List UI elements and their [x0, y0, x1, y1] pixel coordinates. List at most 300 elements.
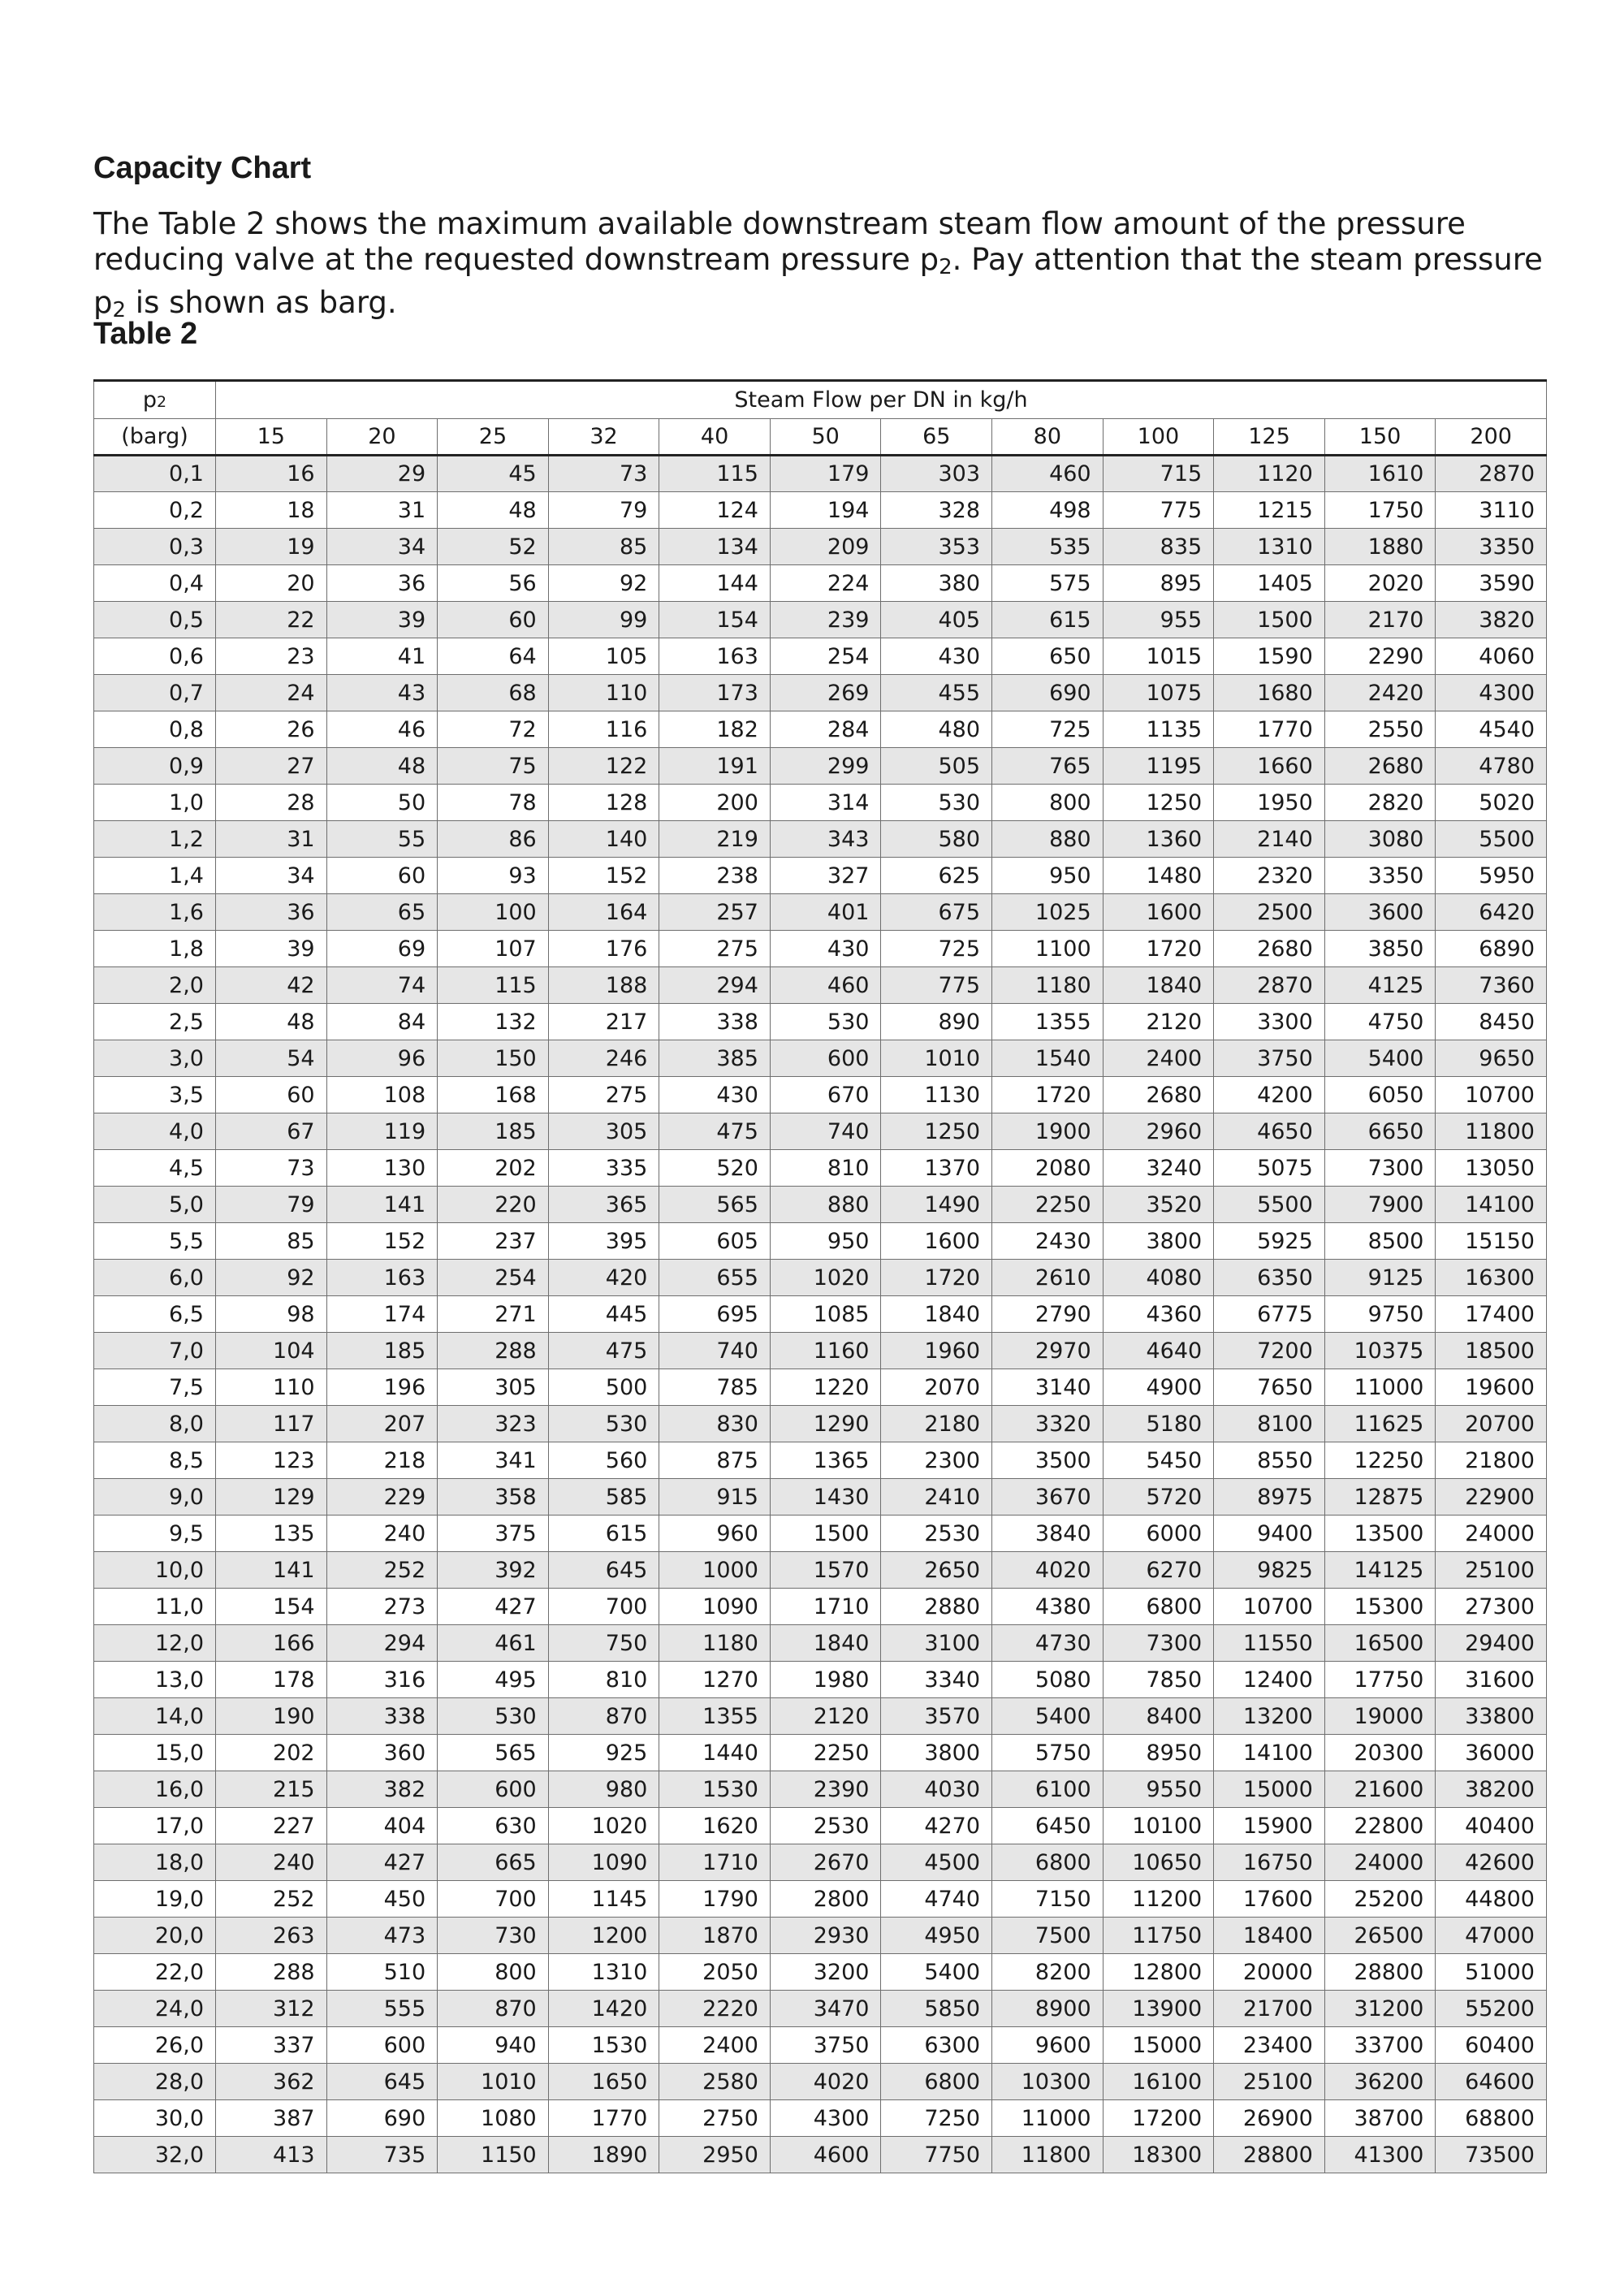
flow-cell: 1440 [659, 1735, 771, 1771]
flow-cell: 64 [438, 638, 549, 675]
flow-cell: 4270 [881, 1808, 992, 1844]
flow-cell: 5850 [881, 1991, 992, 2027]
table-row [94, 1187, 1547, 1223]
flow-cell: 176 [548, 931, 659, 967]
flow-cell: 257 [659, 894, 771, 931]
flow-cell: 1840 [1103, 967, 1214, 1004]
flow-cell: 475 [548, 1333, 659, 1369]
flow-cell: 1890 [548, 2137, 659, 2173]
flow-cell: 5950 [1436, 858, 1547, 894]
flow-cell: 735 [326, 2137, 438, 2173]
flow-cell: 1500 [1214, 602, 1325, 638]
flow-cell: 2960 [1103, 1113, 1214, 1150]
flow-cell: 461 [438, 1625, 549, 1662]
flow-cell: 164 [548, 894, 659, 931]
table-row [94, 711, 1547, 748]
flow-cell: 2790 [992, 1296, 1104, 1333]
flow-cell: 2870 [1436, 456, 1547, 492]
flow-cell: 11000 [1324, 1369, 1436, 1406]
flow-cell: 565 [659, 1187, 771, 1223]
flow-cell: 3800 [881, 1735, 992, 1771]
flow-cell: 3800 [1103, 1223, 1214, 1260]
flow-cell: 1960 [881, 1333, 992, 1369]
flow-cell: 5925 [1214, 1223, 1325, 1260]
flow-cell: 34 [216, 858, 327, 894]
flow-cell: 14100 [1214, 1735, 1325, 1771]
flow-cell: 17200 [1103, 2100, 1214, 2137]
flow-cell: 303 [881, 456, 992, 492]
table-row [94, 1808, 1547, 1844]
flow-cell: 5450 [1103, 1442, 1214, 1479]
flow-cell: 427 [438, 1589, 549, 1625]
flow-cell: 4060 [1436, 638, 1547, 675]
flow-cell: 152 [326, 1223, 438, 1260]
pressure-cell: 11,0 [94, 1589, 216, 1625]
flow-cell: 217 [548, 1004, 659, 1040]
flow-cell: 365 [548, 1187, 659, 1223]
flow-cell: 25100 [1436, 1552, 1547, 1589]
pressure-subscript: 2 [157, 393, 167, 411]
flow-cell: 895 [1103, 565, 1214, 602]
dn-header: 50 [770, 419, 881, 456]
flow-cell: 835 [1103, 529, 1214, 565]
pressure-cell: 1,6 [94, 894, 216, 931]
flow-cell: 2500 [1214, 894, 1325, 931]
flow-cell: 132 [438, 1004, 549, 1040]
flow-cell: 3500 [992, 1442, 1104, 1479]
flow-cell: 19600 [1436, 1369, 1547, 1406]
pressure-cell: 0,9 [94, 748, 216, 785]
pressure-cell: 19,0 [94, 1881, 216, 1918]
flow-cell: 1135 [1103, 711, 1214, 748]
flow-cell: 10650 [1103, 1844, 1214, 1881]
flow-cell: 92 [548, 565, 659, 602]
dn-header: 150 [1324, 419, 1436, 456]
flow-cell: 16 [216, 456, 327, 492]
flow-cell: 8950 [1103, 1735, 1214, 1771]
header-row-top [94, 381, 1547, 419]
flow-cell: 535 [992, 529, 1104, 565]
flow-cell: 55200 [1436, 1991, 1547, 2027]
flow-cell: 100 [438, 894, 549, 931]
flow-cell: 6650 [1324, 1113, 1436, 1150]
flow-cell: 202 [438, 1150, 549, 1187]
flow-cell: 288 [216, 1954, 327, 1991]
header-row-dn [94, 419, 1547, 456]
table-row [94, 1479, 1547, 1516]
flow-cell: 141 [216, 1552, 327, 1589]
flow-cell: 8975 [1214, 1479, 1325, 1516]
flow-cell: 17600 [1214, 1881, 1325, 1918]
flow-cell: 27300 [1436, 1589, 1547, 1625]
flow-cell: 580 [881, 821, 992, 858]
flow-cell: 5020 [1436, 785, 1547, 821]
flow-cell: 740 [659, 1333, 771, 1369]
flow-cell: 26900 [1214, 2100, 1325, 2137]
flow-cell: 750 [548, 1625, 659, 1662]
flow-cell: 116 [548, 711, 659, 748]
flow-cell: 2420 [1324, 675, 1436, 711]
flow-cell: 69 [326, 931, 438, 967]
intro-text-2: . Pay attention that the steam pressure p [93, 242, 1543, 320]
flow-cell: 1620 [659, 1808, 771, 1844]
pressure-cell: 1,2 [94, 821, 216, 858]
flow-cell: 480 [881, 711, 992, 748]
flow-cell: 337 [216, 2027, 327, 2064]
flow-cell: 5400 [992, 1698, 1104, 1735]
flow-cell: 207 [326, 1406, 438, 1442]
flow-cell: 5500 [1214, 1187, 1325, 1223]
pressure-cell: 32,0 [94, 2137, 216, 2173]
flow-cell: 4300 [770, 2100, 881, 2137]
flow-cell: 119 [326, 1113, 438, 1150]
flow-cell: 73 [548, 456, 659, 492]
table-row [94, 1077, 1547, 1113]
flow-cell: 1220 [770, 1369, 881, 1406]
flow-cell: 4020 [992, 1552, 1104, 1589]
flow-cell: 455 [881, 675, 992, 711]
flow-cell: 92 [216, 1260, 327, 1296]
flow-cell: 104 [216, 1333, 327, 1369]
flow-cell: 775 [881, 967, 992, 1004]
pressure-symbol: p [142, 387, 158, 413]
pressure-cell: 17,0 [94, 1808, 216, 1844]
flow-cell: 51000 [1436, 1954, 1547, 1991]
flow-cell: 1790 [659, 1881, 771, 1918]
flow-cell: 218 [326, 1442, 438, 1479]
flow-cell: 20 [216, 565, 327, 602]
flow-cell: 108 [326, 1077, 438, 1113]
flow-cell: 130 [326, 1150, 438, 1187]
flow-cell: 154 [216, 1589, 327, 1625]
pressure-column-header [94, 381, 216, 419]
flow-cell: 725 [992, 711, 1104, 748]
flow-cell: 775 [1103, 492, 1214, 529]
flow-cell: 1075 [1103, 675, 1214, 711]
flow-cell: 715 [1103, 456, 1214, 492]
pressure-cell: 1,4 [94, 858, 216, 894]
flow-cell: 950 [770, 1223, 881, 1260]
flow-cell: 85 [548, 529, 659, 565]
table-row [94, 1406, 1547, 1442]
dn-header: 25 [438, 419, 549, 456]
table-row [94, 565, 1547, 602]
flow-cell: 1530 [659, 1771, 771, 1808]
flow-cell: 925 [548, 1735, 659, 1771]
flow-cell: 68 [438, 675, 549, 711]
flow-cell: 24000 [1436, 1516, 1547, 1552]
flow-cell: 36200 [1324, 2064, 1436, 2100]
flow-cell: 42 [216, 967, 327, 1004]
table-row [94, 1296, 1547, 1333]
table-title: Table 2 [93, 317, 198, 351]
flow-cell: 11000 [992, 2100, 1104, 2137]
flow-cell: 1195 [1103, 748, 1214, 785]
table-row [94, 1113, 1547, 1150]
pressure-cell: 5,5 [94, 1223, 216, 1260]
flow-cell: 1570 [770, 1552, 881, 1589]
flow-cell: 31 [326, 492, 438, 529]
flow-cell: 196 [326, 1369, 438, 1406]
pressure-cell: 0,7 [94, 675, 216, 711]
flow-cell: 33800 [1436, 1698, 1547, 1735]
flow-cell: 1430 [770, 1479, 881, 1516]
dn-header: 40 [659, 419, 771, 456]
pressure-cell: 14,0 [94, 1698, 216, 1735]
flow-cell: 19000 [1324, 1698, 1436, 1735]
flow-cell: 500 [548, 1369, 659, 1406]
flow-cell: 960 [659, 1516, 771, 1552]
flow-cell: 498 [992, 492, 1104, 529]
flow-cell: 4540 [1436, 711, 1547, 748]
flow-cell: 144 [659, 565, 771, 602]
flow-cell: 382 [326, 1771, 438, 1808]
flow-cell: 404 [326, 1808, 438, 1844]
flow-cell: 2120 [770, 1698, 881, 1735]
flow-cell: 505 [881, 748, 992, 785]
flow-cell: 238 [659, 858, 771, 894]
flow-cell: 4650 [1214, 1113, 1325, 1150]
flow-cell: 1145 [548, 1881, 659, 1918]
flow-cell: 7300 [1324, 1150, 1436, 1187]
flow-cell: 24000 [1324, 1844, 1436, 1881]
flow-cell: 2430 [992, 1223, 1104, 1260]
flow-cell: 1290 [770, 1406, 881, 1442]
flow-cell: 40400 [1436, 1808, 1547, 1844]
flow-cell: 4080 [1103, 1260, 1214, 1296]
dn-header: 200 [1436, 419, 1547, 456]
table-row [94, 1223, 1547, 1260]
flow-cell: 955 [1103, 602, 1214, 638]
flow-cell: 26500 [1324, 1918, 1436, 1954]
flow-cell: 1200 [548, 1918, 659, 1954]
flow-cell: 630 [438, 1808, 549, 1844]
flow-cell: 252 [326, 1552, 438, 1589]
flow-cell: 875 [659, 1442, 771, 1479]
flow-cell: 65 [326, 894, 438, 931]
flow-cell: 85 [216, 1223, 327, 1260]
pressure-cell: 20,0 [94, 1918, 216, 1954]
flow-cell: 1250 [1103, 785, 1214, 821]
flow-cell: 5080 [992, 1662, 1104, 1698]
pressure-cell: 28,0 [94, 2064, 216, 2100]
table-row [94, 748, 1547, 785]
flow-cell: 316 [326, 1662, 438, 1698]
flow-cell: 18 [216, 492, 327, 529]
intro-subscript-2: 2 [112, 298, 127, 322]
flow-cell: 56 [438, 565, 549, 602]
flow-cell: 1020 [770, 1260, 881, 1296]
flow-cell: 105 [548, 638, 659, 675]
flow-cell: 11800 [992, 2137, 1104, 2173]
table-row [94, 894, 1547, 931]
flow-cell: 188 [548, 967, 659, 1004]
flow-cell: 6000 [1103, 1516, 1214, 1552]
flow-cell: 450 [326, 1881, 438, 1918]
flow-cell: 4360 [1103, 1296, 1214, 1333]
flow-cell: 26 [216, 711, 327, 748]
flow-cell: 312 [216, 1991, 327, 2027]
flow-cell: 335 [548, 1150, 659, 1187]
flow-cell: 227 [216, 1808, 327, 1844]
pressure-cell: 2,0 [94, 967, 216, 1004]
flow-cell: 420 [548, 1260, 659, 1296]
flow-cell: 1840 [770, 1625, 881, 1662]
flow-cell: 7300 [1103, 1625, 1214, 1662]
flow-cell: 615 [992, 602, 1104, 638]
table-row [94, 1442, 1547, 1479]
flow-cell: 4125 [1324, 967, 1436, 1004]
table-row [94, 1662, 1547, 1698]
flow-cell: 14100 [1436, 1187, 1547, 1223]
flow-cell: 830 [659, 1406, 771, 1442]
flow-cell: 68800 [1436, 2100, 1547, 2137]
flow-cell: 46 [326, 711, 438, 748]
flow-cell: 6800 [992, 1844, 1104, 1881]
flow-cell: 41 [326, 638, 438, 675]
flow-cell: 6420 [1436, 894, 1547, 931]
pressure-cell: 6,0 [94, 1260, 216, 1296]
flow-cell: 1540 [992, 1040, 1104, 1077]
flow-cell: 665 [438, 1844, 549, 1881]
flow-cell: 246 [548, 1040, 659, 1077]
intro-subscript-1: 2 [939, 255, 952, 279]
flow-cell: 6890 [1436, 931, 1547, 967]
flow-cell: 60 [326, 858, 438, 894]
flow-cell: 1270 [659, 1662, 771, 1698]
table-row [94, 1552, 1547, 1589]
flow-cell: 22800 [1324, 1808, 1436, 1844]
flow-cell: 18500 [1436, 1333, 1547, 1369]
pressure-cell: 7,0 [94, 1333, 216, 1369]
flow-cell: 810 [548, 1662, 659, 1698]
table-row [94, 2027, 1547, 2064]
flow-cell: 695 [659, 1296, 771, 1333]
flow-cell: 1950 [1214, 785, 1325, 821]
flow-cell: 39 [216, 931, 327, 967]
flow-cell: 269 [770, 675, 881, 711]
flow-cell: 560 [548, 1442, 659, 1479]
flow-cell: 11625 [1324, 1406, 1436, 1442]
flow-cell: 3080 [1324, 821, 1436, 858]
flow-cell: 1980 [770, 1662, 881, 1698]
flow-cell: 915 [659, 1479, 771, 1516]
flow-cell: 182 [659, 711, 771, 748]
flow-cell: 585 [548, 1479, 659, 1516]
pressure-cell: 0,3 [94, 529, 216, 565]
flow-cell: 13050 [1436, 1150, 1547, 1187]
flow-cell: 2400 [659, 2027, 771, 2064]
flow-cell: 2250 [992, 1187, 1104, 1223]
flow-cell: 5720 [1103, 1479, 1214, 1516]
pressure-cell: 0,8 [94, 711, 216, 748]
flow-cell: 163 [326, 1260, 438, 1296]
flow-cell: 413 [216, 2137, 327, 2173]
flow-cell: 219 [659, 821, 771, 858]
flow-cell: 645 [548, 1552, 659, 1589]
flow-cell: 11800 [1436, 1113, 1547, 1150]
flow-cell: 2120 [1103, 1004, 1214, 1040]
flow-cell: 107 [438, 931, 549, 967]
flow-cell: 15000 [1214, 1771, 1325, 1808]
flow-cell: 6350 [1214, 1260, 1325, 1296]
table-row [94, 1625, 1547, 1662]
table-row [94, 1735, 1547, 1771]
flow-cell: 530 [881, 785, 992, 821]
flow-cell: 178 [216, 1662, 327, 1698]
flow-cell: 8500 [1324, 1223, 1436, 1260]
flow-cell: 5180 [1103, 1406, 1214, 1442]
flow-cell: 2970 [992, 1333, 1104, 1369]
flow-cell: 1650 [548, 2064, 659, 2100]
flow-cell: 284 [770, 711, 881, 748]
flow-cell: 810 [770, 1150, 881, 1187]
flow-cell: 4750 [1324, 1004, 1436, 1040]
flow-cell: 1610 [1324, 456, 1436, 492]
flow-cell: 23 [216, 638, 327, 675]
flow-cell: 445 [548, 1296, 659, 1333]
flow-cell: 725 [881, 931, 992, 967]
flow-cell: 1480 [1103, 858, 1214, 894]
intro-paragraph [93, 206, 1555, 328]
flow-cell: 150 [438, 1040, 549, 1077]
flow-cell: 73 [216, 1150, 327, 1187]
flow-cell: 6050 [1324, 1077, 1436, 1113]
flow-cell: 1120 [1214, 456, 1325, 492]
flow-cell: 10700 [1214, 1589, 1325, 1625]
flow-cell: 47000 [1436, 1918, 1547, 1954]
flow-cell: 430 [770, 931, 881, 967]
flow-cell: 575 [992, 565, 1104, 602]
flow-cell: 96 [326, 1040, 438, 1077]
pressure-cell: 4,0 [94, 1113, 216, 1150]
flow-cell: 129 [216, 1479, 327, 1516]
flow-cell: 1870 [659, 1918, 771, 1954]
flow-cell: 2400 [1103, 1040, 1214, 1077]
flow-cell: 362 [216, 2064, 327, 2100]
flow-cell: 16500 [1324, 1625, 1436, 1662]
flow-cell: 31600 [1436, 1662, 1547, 1698]
flow-cell: 3300 [1214, 1004, 1325, 1040]
flow-cell: 1490 [881, 1187, 992, 1223]
flow-cell: 135 [216, 1516, 327, 1552]
flow-cell: 43 [326, 675, 438, 711]
flow-cell: 700 [548, 1589, 659, 1625]
flow-cell: 79 [216, 1187, 327, 1223]
flow-cell: 870 [548, 1698, 659, 1735]
table-row [94, 1150, 1547, 1187]
flow-cell: 7750 [881, 2137, 992, 2173]
flow-cell: 730 [438, 1918, 549, 1954]
table-row [94, 602, 1547, 638]
flow-cell: 254 [770, 638, 881, 675]
flow-cell: 1720 [992, 1077, 1104, 1113]
flow-cell: 174 [326, 1296, 438, 1333]
flow-cell: 42600 [1436, 1844, 1547, 1881]
pressure-cell: 12,0 [94, 1625, 216, 1662]
flow-cell: 6800 [881, 2064, 992, 2100]
flow-cell: 12875 [1324, 1479, 1436, 1516]
flow-cell: 360 [326, 1735, 438, 1771]
flow-cell: 323 [438, 1406, 549, 1442]
flow-cell: 194 [770, 492, 881, 529]
flow-cell: 29400 [1436, 1625, 1547, 1662]
table-row [94, 1991, 1547, 2027]
flow-cell: 358 [438, 1479, 549, 1516]
flow-cell: 870 [438, 1991, 549, 2027]
flow-cell: 6800 [1103, 1589, 1214, 1625]
flow-cell: 12400 [1214, 1662, 1325, 1698]
